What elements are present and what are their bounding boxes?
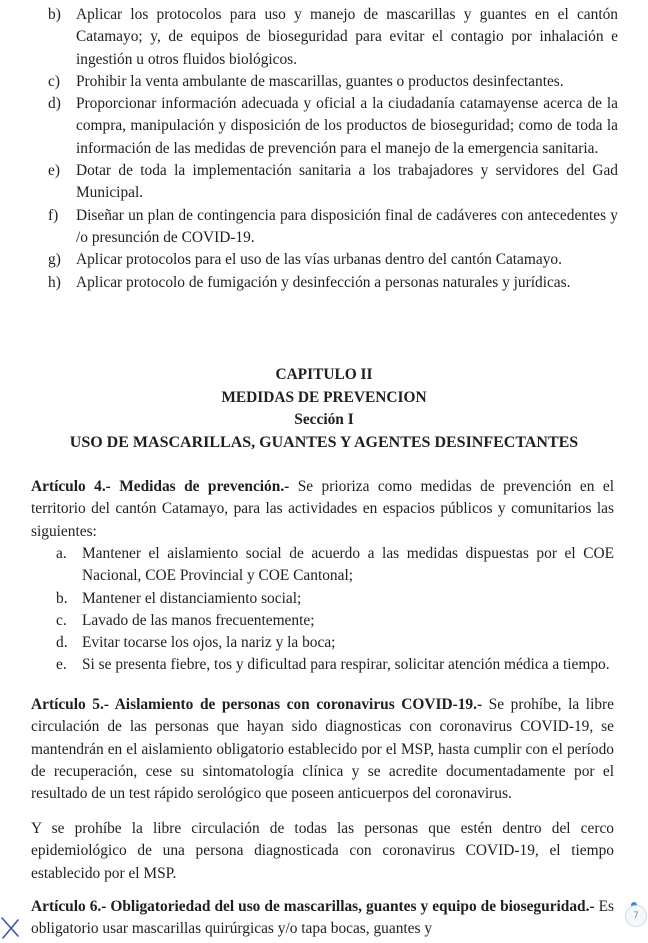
list-item — [56, 543, 614, 588]
list-marker: c) — [48, 72, 60, 90]
list-item-text: Lavado de las manos frecuentemente; — [82, 611, 315, 629]
list-item-text: Mantener el aislamiento social de acuerdo a las medidas dispuestas por el COE Nacional, COE Provincial y COE Cantonal; — [82, 545, 614, 585]
list-item-text: Proporcionar información adecuada y oficial a la ciudadanía catamayense acerca de la compra, manipulación y disposición de los productos de bioseguridad; como de toda la información de las medidas de prevención para el manejo de la emergencia sanitaria. — [76, 95, 618, 157]
chapter-title: MEDIDAS DE PREVENCION — [221, 388, 427, 406]
list-item — [48, 205, 618, 250]
list-marker: d) — [48, 95, 61, 113]
article-text: Se prohíbe, la libre circulación de las personas que hayan sido diagnosticas con coronavirus COVID-19, se mantendrán en el aislamiento obligatorio establecido por el MSP, hasta cumplir con el período de recuperación, cese su sintomatología clínica y se acredite documentadamente por el resultado de un test rápido serológico que poseen anticuerpos del coronavirus. — [31, 696, 614, 803]
prevention-list — [56, 543, 614, 677]
list-item — [56, 632, 614, 654]
article-5 — [31, 694, 614, 805]
list-item-text: Dotar de toda la implementación sanitaria a los trabajadores y servidores del Gad Municipal. — [76, 162, 618, 202]
article-text: Se prioriza como medidas de prevención en el territorio del cantón Catamayo, para las actividades en espacios públicos y comunitarios las siguientes: — [31, 478, 614, 540]
list-item — [48, 249, 618, 271]
section-title: USO DE MASCARILLAS, GUANTES Y AGENTES DESINFECTANTES — [69, 433, 579, 451]
article-text: Es obligatorio usar mascarillas quirúrgicas y/o tapa bocas, guantes y — [31, 898, 614, 938]
list-marker: b. — [56, 589, 68, 607]
article-label: Artículo 5.- Aislamiento de personas con coronavirus COVID-19.- — [31, 696, 483, 713]
article-4 — [31, 476, 614, 543]
list-item-text: Mantener el distanciamiento social; — [82, 589, 302, 607]
article-label: Artículo 6.- Obligatoriedad del uso de mascarillas, guantes y equipo de bioseguridad.- — [31, 898, 595, 915]
list-item-text: Prohibir la venta ambulante de mascarillas, guantes o productos desinfectantes. — [76, 72, 564, 90]
article-6 — [31, 896, 614, 941]
section-heading: Sección I — [294, 411, 354, 428]
list-item — [48, 160, 618, 205]
list-item — [48, 71, 618, 93]
list-item-text: Si se presenta fiebre, tos y dificultad para respirar, solicitar atención médica a tiempo. — [82, 656, 610, 674]
list-item-text: Aplicar protocolos para el uso de las vías urbanas dentro del cantón Catamayo. — [76, 251, 562, 269]
list-item-text: Evitar tocarse los ojos, la nariz y la boca; — [82, 634, 336, 652]
page-badge[interactable]: 7 — [625, 905, 647, 927]
list-item — [56, 588, 614, 610]
list-item-text: Aplicar protocolo de fumigación y desinfección a personas naturales y jurídicas. — [76, 273, 571, 291]
list-marker: c. — [56, 611, 67, 629]
list-marker: a. — [56, 545, 67, 562]
list-marker: f) — [48, 206, 59, 224]
pen-mark-icon — [0, 912, 22, 940]
list-item-text: Aplicar los protocolos para uso y manejo de mascarillas y guantes en el cantón Catamayo; y, de equipos de bioseguridad para evitar el contagio por inhalación e ingestión u otros fluidos biológicos. — [76, 6, 618, 68]
list-item — [56, 610, 614, 632]
list-marker: e) — [48, 162, 60, 180]
chapter-headings — [0, 364, 648, 454]
list-item — [48, 93, 618, 160]
list-marker: b) — [48, 6, 61, 23]
list-marker: g) — [48, 251, 61, 269]
list-marker: h) — [48, 273, 61, 291]
list-item — [56, 654, 614, 676]
measures-list — [48, 4, 618, 294]
list-marker: d. — [56, 634, 68, 652]
list-item — [48, 272, 618, 294]
paragraph: Y se prohíbe la libre circulación de todas las personas que estén dentro del cerco epidemiológico de una persona diagnosticada con coronavirus COVID-19, el tiempo establecido por el MSP. — [31, 820, 614, 882]
list-item — [48, 4, 618, 71]
list-marker: e. — [56, 656, 67, 674]
chapter-heading: CAPITULO II — [275, 366, 373, 383]
list-item-text: Diseñar un plan de contingencia para disposición final de cadáveres con antecedentes y /o presunción de COVID-19. — [76, 206, 618, 246]
article-label: Artículo 4.- Medidas de prevención.- — [31, 478, 290, 495]
